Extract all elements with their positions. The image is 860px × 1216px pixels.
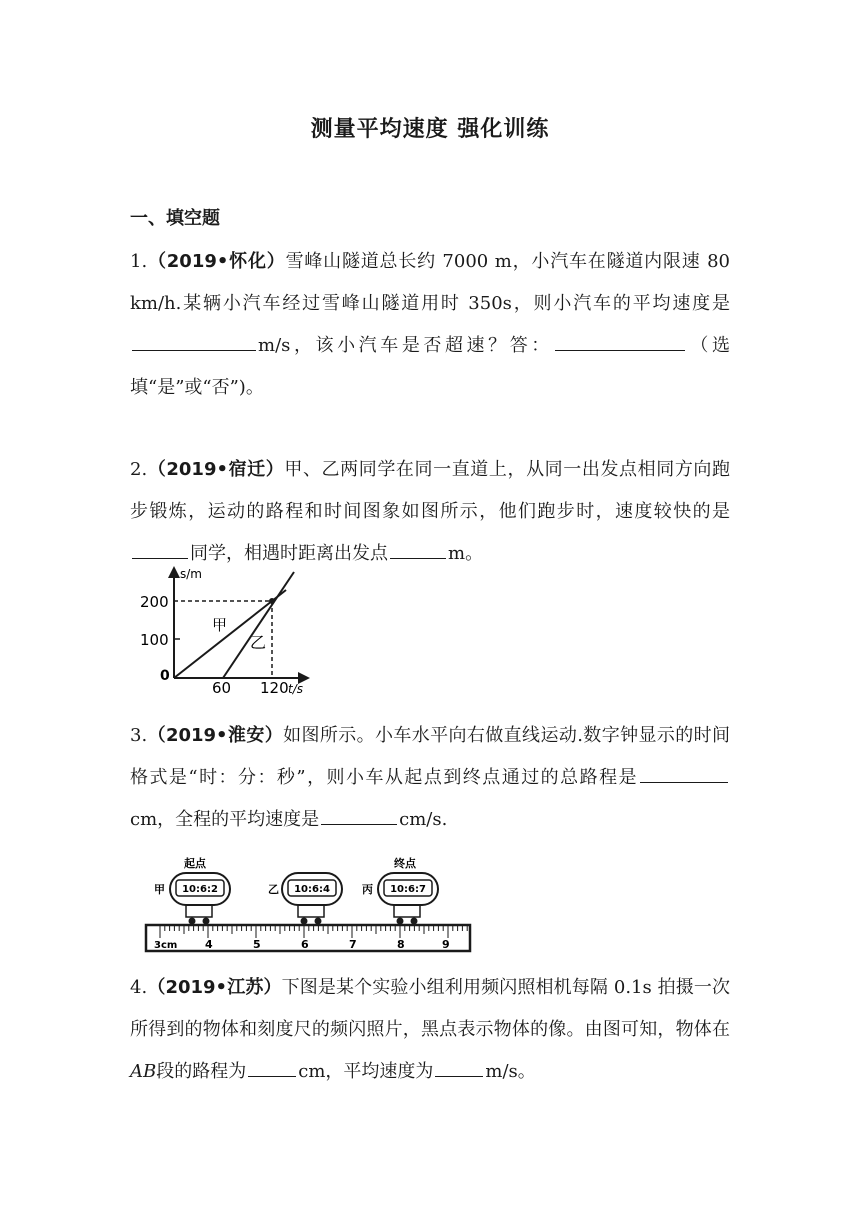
question-4 (130, 967, 730, 1093)
answer-blank[interactable] (132, 538, 188, 559)
answer-blank[interactable] (132, 330, 256, 351)
answer-blank[interactable] (390, 538, 446, 559)
question-text: cm，平均速度为 (298, 1061, 434, 1082)
question-text: cm，全程的平均速度是 (130, 809, 320, 830)
ruler-label: 6 (301, 938, 309, 951)
ruler-label: 5 (253, 938, 261, 951)
question-text: 段的路程为 (156, 1061, 247, 1082)
clock-time: 10:6:7 (390, 884, 426, 895)
question-text: 同学，相遇时距离出发点 (190, 543, 388, 564)
question-source: （2019•淮安） (147, 725, 284, 746)
answer-blank[interactable] (321, 804, 397, 825)
wheel (315, 918, 322, 925)
answer-blank[interactable] (248, 1056, 296, 1077)
question-1 (130, 241, 730, 409)
question-source: （2019•江苏） (147, 977, 282, 998)
end-label: 终点 (394, 857, 416, 870)
cart-label: 丙 (362, 883, 373, 896)
cart-bing (362, 856, 438, 925)
wheel (397, 918, 404, 925)
ruler-ticks (160, 926, 467, 938)
wheel (203, 918, 210, 925)
meeting-point (269, 598, 275, 604)
question-source: （2019•怀化） (147, 251, 286, 272)
question-text: 甲、乙两同学在同一直道上，从同一出发点相同方向跑步锻炼，运动的路程和时间图象如图所示，他们跑步时，速度较快的是 (130, 459, 731, 522)
question-text: m/s。 (485, 1061, 536, 1082)
question-source: （2019•宿迁） (147, 459, 285, 480)
line-jia (174, 590, 286, 678)
question-text: m。 (448, 543, 484, 564)
y-tick-label: 100 (140, 631, 169, 649)
y-axis-label: s/m (180, 567, 202, 581)
line-label-jia: 甲 (212, 616, 228, 634)
ruler-label: 3cm (154, 940, 178, 951)
cart-label: 甲 (154, 883, 165, 896)
question-text: 下图是某个实验小组利用频闪照相机每隔 0.1s 拍摄一次所得到的物体和刻度尺的频闪照片，黑点表示物体的像。由图可知，物体在 (130, 977, 730, 1040)
answer-blank[interactable] (555, 330, 685, 351)
cart-base (186, 905, 212, 917)
question-number: 4. (130, 977, 148, 998)
question-text: cm/s. (399, 809, 448, 830)
cart-jia (154, 856, 230, 925)
segment-label: AB (130, 1061, 157, 1082)
start-label: 起点 (184, 857, 206, 870)
question-2 (130, 449, 730, 575)
question-number: 1. (130, 251, 148, 272)
y-tick-label: 200 (140, 593, 169, 611)
question-number: 2. (130, 459, 148, 480)
cart-label: 乙 (268, 883, 279, 896)
x-axis-label: t/s (288, 682, 303, 696)
ruler-label: 9 (442, 938, 450, 951)
question-text: （选填“是”或“否”)。 (130, 335, 731, 398)
ruler-label: 8 (397, 938, 405, 951)
question-text: 雪峰山隧道总长约 7000 m，小汽车在隧道内限速 80 km/h.某辆小汽车经过雪峰山隧道用时 350s，则小汽车的平均速度是 (130, 251, 730, 314)
question-number: 3. (130, 725, 148, 746)
answer-blank[interactable] (435, 1056, 483, 1077)
x-tick-label: 120 (260, 679, 289, 697)
st-graph (136, 562, 316, 697)
ruler-figure (142, 855, 474, 955)
question-3 (130, 715, 730, 841)
cart-base (298, 905, 324, 917)
wheel (301, 918, 308, 925)
ruler-label: 4 (205, 938, 213, 951)
clock-time: 10:6:4 (294, 884, 330, 895)
question-text: 如图所示。小车水平向右做直线运动.数字钟显示的时间格式是“时：分：秒”，则小车从起点到终点通过的总路程是 (130, 725, 730, 788)
wheel (189, 918, 196, 925)
ruler-label: 7 (349, 938, 357, 951)
wheel (411, 918, 418, 925)
page-title: 测量平均速度 强化训练 (310, 117, 550, 142)
line-yi (223, 572, 294, 678)
line-label-yi: 乙 (250, 633, 267, 652)
section-heading: 一、填空题 (130, 208, 220, 229)
question-text: m/s，该小汽车是否超速？答： (258, 335, 553, 356)
clock-time: 10:6:2 (182, 884, 218, 895)
x-tick-label: 60 (212, 679, 232, 697)
origin-label: 0 (160, 668, 170, 684)
answer-blank[interactable] (640, 762, 728, 783)
cart-yi (268, 873, 342, 925)
cart-base (394, 905, 420, 917)
